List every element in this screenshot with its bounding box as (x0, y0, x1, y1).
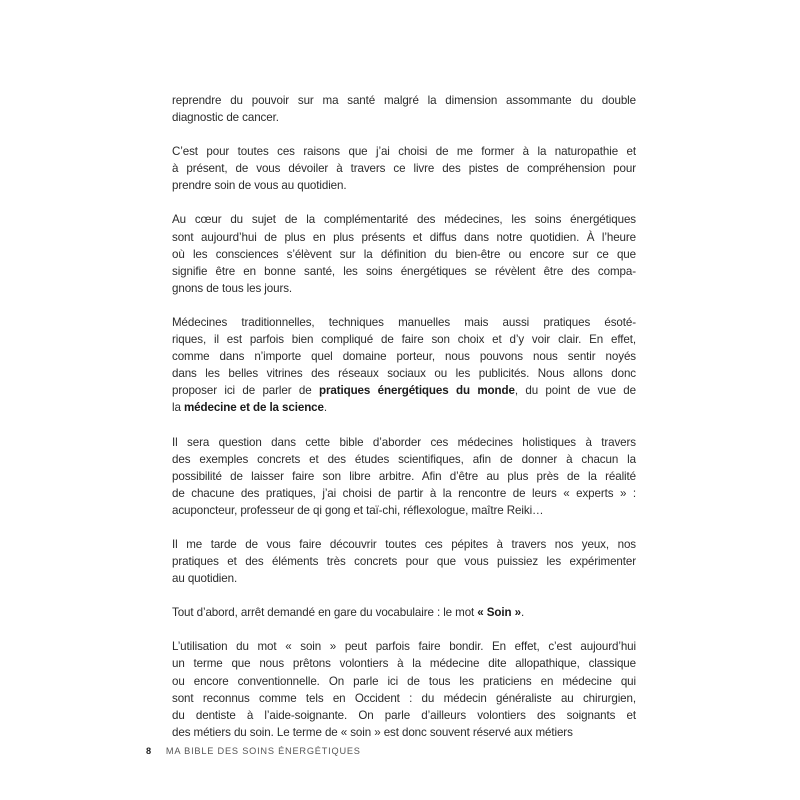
text-line (172, 502, 636, 519)
text-segment: Tout d’abord, arrêt demandé en gare du vocabulaire : le mot (172, 606, 478, 620)
text-line (172, 485, 636, 502)
paragraph (172, 92, 636, 126)
text-segment: de chacune des pratiques, j’ai choisi de partir à la rencontre de leurs « experts » : (172, 486, 636, 500)
text-segment: pratiques et des éléments très concrets pour que vous puissiez les expérimenter (172, 555, 636, 569)
text-segment: proposer ici de parler de (172, 384, 319, 398)
text-line (172, 570, 636, 587)
text-segment: riques, il est parfois bien compliqué de faire son choix et d’y voir clair. En effet, (172, 333, 636, 347)
text-line (172, 177, 636, 194)
text-line (172, 109, 636, 126)
text-segment: . (323, 401, 327, 415)
text-line (172, 229, 636, 246)
text-segment: reprendre du pouvoir sur ma santé malgré la dimension assommante du double (172, 94, 636, 107)
text-line (172, 365, 636, 382)
body-text (172, 92, 636, 758)
text-segment: Médecines traditionnelles, techniques manuelles mais aussi pratiques ésoté- (172, 315, 636, 329)
text-line (172, 604, 636, 621)
text-segment: acuponcteur, professeur de qi gong et taï-chi, réflexologue, maître Reiki… (172, 503, 544, 517)
page-number: 8 (146, 746, 152, 756)
text-line (172, 434, 636, 451)
text-line (172, 673, 636, 690)
text-segment: la (172, 401, 184, 415)
text-line (172, 331, 636, 348)
paragraph (172, 638, 636, 741)
text-segment: des métiers du soin. Le terme de « soin » est donc souvent réservé aux métiers (172, 725, 573, 739)
text-line (172, 160, 636, 177)
paragraph (172, 211, 636, 296)
text-line (172, 211, 636, 228)
text-line (172, 553, 636, 570)
paragraph (172, 434, 636, 519)
text-segment: signifie être en bonne santé, les soins énergétiques se révèlent être des compa- (172, 264, 636, 278)
paragraph (172, 143, 636, 194)
text-segment: ou encore conventionnelle. On parle ici de tous les praticiens en médecine qui (172, 674, 636, 688)
running-title: MA BIBLE DES SOINS ÉNERGÉTIQUES (165, 746, 361, 756)
text-line (172, 263, 636, 280)
text-segment: possibilité de laisser faire son libre arbitre. Afin d’être au plus près de la réalité (172, 469, 636, 483)
text-line (172, 399, 636, 416)
text-line (172, 655, 636, 672)
text-line (172, 707, 636, 724)
text-segment: du dentiste à l’aide-soignante. On parle d’ailleurs volontiers des soignants et (172, 708, 636, 722)
text-line (172, 92, 636, 109)
text-segment: sont reconnus comme tels en Occident : du médecin généraliste au chirurgien, (172, 691, 636, 705)
text-segment: prendre soin de vous au quotidien. (172, 179, 347, 193)
text-segment: gnons de tous les jours. (172, 281, 293, 295)
paragraph (172, 604, 636, 621)
bold-phrase: pratiques énergétiques du monde (318, 384, 515, 398)
paragraph (172, 314, 636, 417)
text-segment: diagnostic de cancer. (172, 111, 279, 125)
text-segment: des exemples concrets et des études scientifiques, afin de donner à chacun la (172, 452, 636, 466)
text-line (172, 314, 636, 331)
text-line (172, 536, 636, 553)
paragraph (172, 536, 636, 587)
page-footer (146, 746, 361, 756)
text-segment: dans les belles vitrines des réseaux sociaux ou les publicités. Nous allons donc (172, 367, 636, 381)
text-line (172, 246, 636, 263)
text-line (172, 468, 636, 485)
text-segment: Au cœur du sujet de la complémentarité des médecines, les soins énergétiques (172, 213, 636, 227)
text-segment: à présent, de vous dévoiler à travers ce livre des pistes de compréhension pour (172, 162, 636, 176)
text-line (172, 143, 636, 160)
text-line (172, 724, 636, 741)
text-segment: au quotidien. (172, 572, 238, 586)
text-line (172, 451, 636, 468)
text-segment: Il sera question dans cette bible d’aborder ces médecines holistiques à travers (172, 435, 636, 449)
text-segment: C’est pour toutes ces raisons que j’ai choisi de me former à la naturopathie et (172, 145, 636, 159)
text-line (172, 690, 636, 707)
text-line (172, 638, 636, 655)
text-line (172, 348, 636, 365)
text-line (172, 382, 636, 399)
text-segment: comme dans n’importe quel domaine porteur, nous pouvons nous sentir noyés (172, 350, 636, 364)
bold-phrase: « Soin » (477, 606, 521, 620)
text-segment: un terme que nous prêtons volontiers à la médecine dite allopathique, classique (172, 657, 636, 671)
text-segment: , du point de vue de (514, 384, 637, 398)
text-segment: . (520, 606, 525, 620)
bold-phrase: médecine et de la science (183, 401, 324, 415)
text-segment: sont aujourd’hui de plus en plus présents et diffus dans notre quotidien. À l’heure (172, 230, 636, 244)
text-segment: où les consciences s’élèvent sur la définition du bien-être ou encore sur ce que (172, 247, 636, 261)
text-segment: L’utilisation du mot « soin » peut parfois faire bondir. En effet, c’est aujourd’hui (172, 640, 636, 654)
text-line (172, 280, 636, 297)
text-segment: Il me tarde de vous faire découvrir toutes ces pépites à travers nos yeux, nos (172, 537, 636, 551)
